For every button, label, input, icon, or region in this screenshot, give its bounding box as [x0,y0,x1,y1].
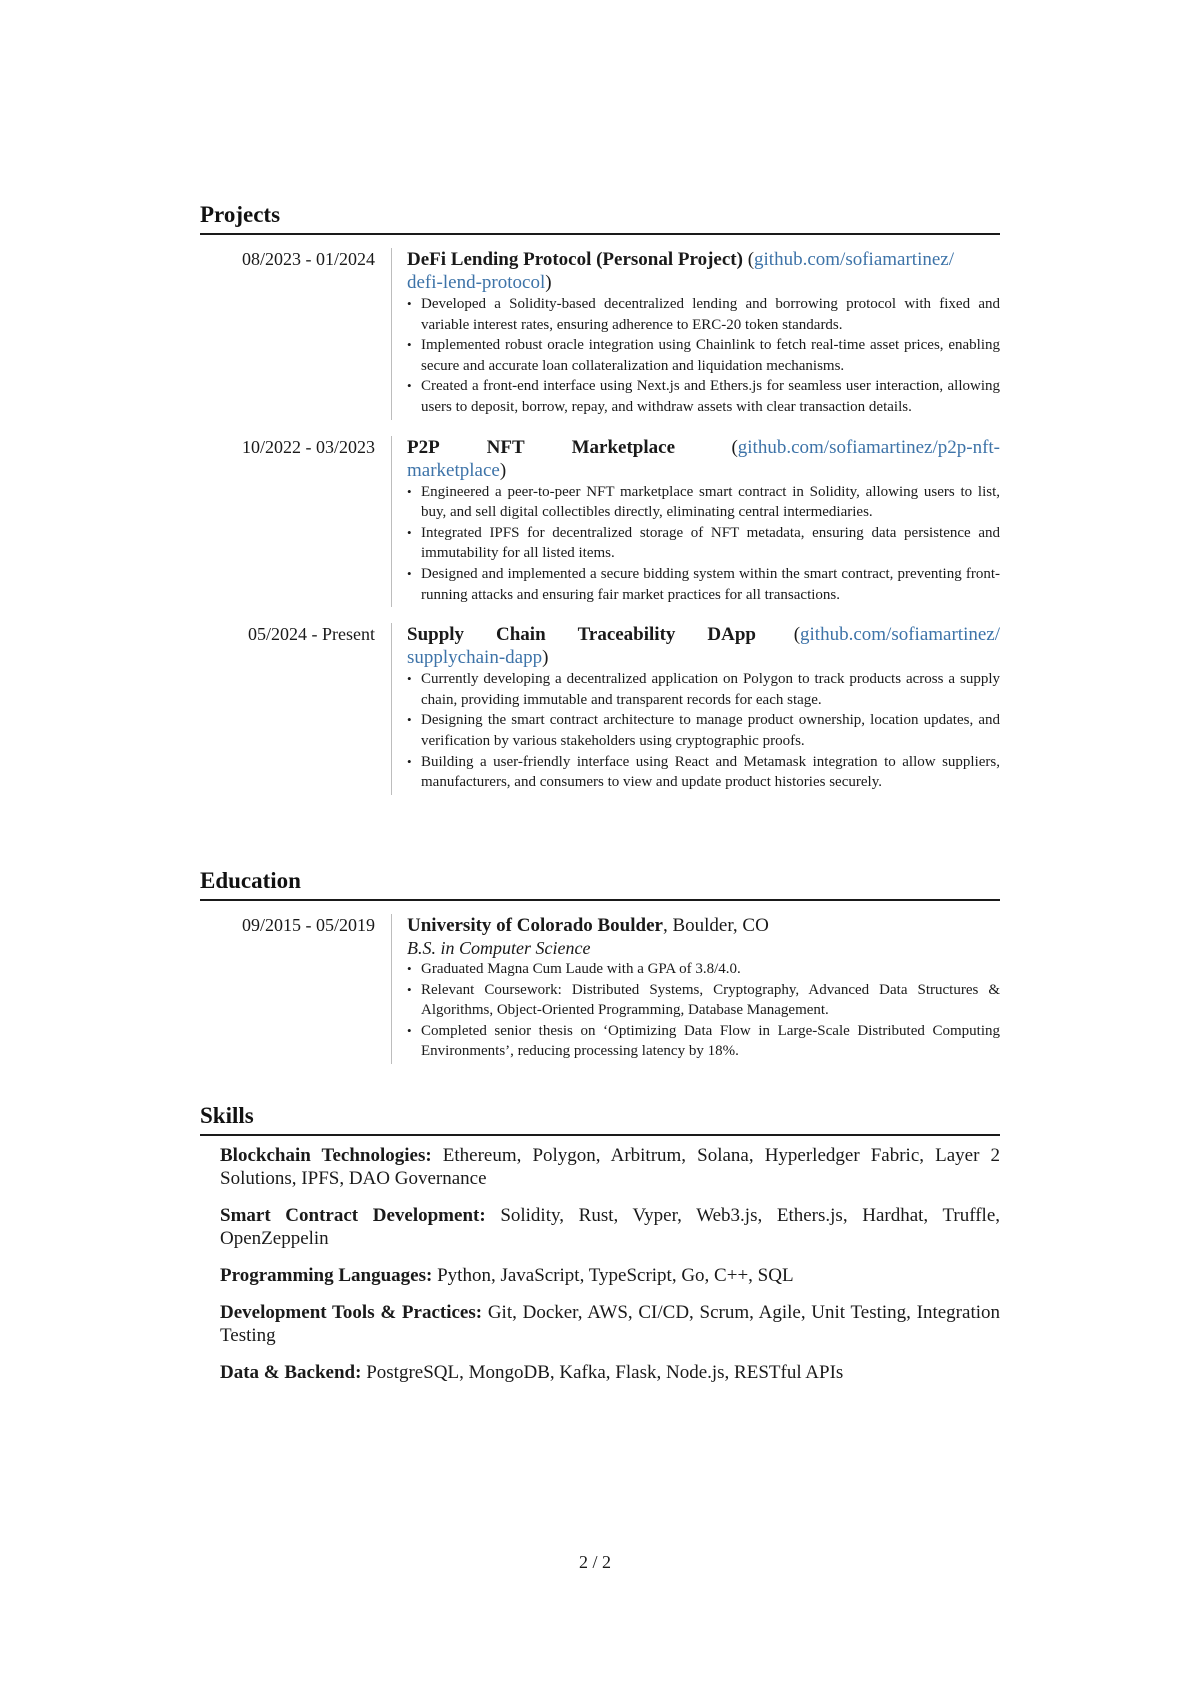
entry-heading: DeFi Lending Protocol (Personal Project) (github.com/sofiamartinez/ defi-lend-protocol) [407,249,955,293]
project-title: P2P NFT Marketplace [407,436,675,458]
projects-section [200,201,1000,795]
list-item: • Currently developing a decentralized application on Polygon to track products across a supply chain, providing immutable and transparent records for each stage. [407,669,1000,710]
list-item: • Building a user-friendly interface using React and Metamask integration to allow suppliers, manufacturers, and consumers to view and update product histories securely. [407,752,1000,793]
bullet-list [407,294,1000,418]
entry-date: 08/2023 - 01/2024 [242,249,375,269]
skill-value: PostgreSQL, MongoDB, Kafka, Flask, Node.js, RESTful APIs [361,1362,844,1383]
entry-heading: Supply Chain Traceability DApp (github.com/sofiamartinez/ supplychain-dapp) [407,624,1000,669]
education-heading: Education [200,867,1000,901]
skills-section [200,1102,1000,1398]
project-link[interactable]: github.com/sofiamartinez/ [800,624,1000,646]
list-item: • Created a front-end interface using Next.js and Ethers.js for seamless user interaction, allowing users to deposit, borrow, repay, and withdraw assets with clear transaction details. [407,376,1000,417]
list-item: • Engineered a peer-to-peer NFT marketplace smart contract in Solidity, allowing users to list, buy, and sell digital collectibles directly, eliminating central intermediaries. [407,482,1000,523]
project-entry [200,436,1000,608]
school-name: University of Colorado Boulder [407,915,663,936]
project-title: DeFi Lending Protocol (Personal Project) [407,249,743,270]
skill-label: Smart Contract Development: [220,1205,486,1226]
skill-label: Programming Languages: [220,1265,433,1286]
skill-value: Solidity, Rust, Vyper, Web3.js, Ethers.js, Hardhat, Truffle, OpenZeppelin [220,1205,1000,1249]
skill-value: Ethereum, Polygon, Arbitrum, Solana, Hyperledger Fabric, Layer 2 Solutions, IPFS, DAO Governance [220,1145,1000,1189]
skills-heading: Skills [200,1102,1000,1136]
entry-date: 09/2015 - 05/2019 [242,915,375,935]
list-item: • Implemented robust oracle integration using Chainlink to fetch real-time asset prices, enabling secure and accurate loan collateralization and liquidation mechanisms. [407,335,1000,376]
bullet-list [407,482,1000,606]
skill-item [220,1301,1000,1347]
list-item: • Designed and implemented a secure bidding system within the smart contract, preventing front-running attacks and ensuring fair market practices for all transactions. [407,564,1000,605]
entry-date: 10/2022 - 03/2023 [242,436,375,457]
bullet-list [407,959,1000,1062]
project-entry [200,248,1000,420]
page-number: 2 / 2 [578,1552,611,1572]
list-item: • Completed senior thesis on ‘Optimizing Data Flow in Large-Scale Distributed Computing Environments’, reducing processing latency by 18%. [407,1021,1000,1062]
skill-item [220,1204,1000,1250]
degree: B.S. in Computer Science [407,938,591,958]
entry-date: 05/2024 - Present [248,624,375,645]
project-link[interactable]: github.com/sofiamartinez/p2p-nft- [737,436,1000,458]
skill-item [220,1361,1000,1384]
skill-item [220,1264,1000,1287]
bullet-list [407,669,1000,793]
list-item: • Integrated IPFS for decentralized storage of NFT metadata, ensuring data persistence and immutability for all listed items. [407,523,1000,564]
project-link-cont[interactable]: marketplace [407,459,500,481]
school-location: , Boulder, CO [662,915,769,936]
entry-body [391,248,1000,420]
entry-body [391,436,1000,608]
skill-value: Python, JavaScript, TypeScript, Go, C++, SQL [432,1265,794,1286]
skill-label: Development Tools & Practices: [220,1302,483,1323]
skill-value: Git, Docker, AWS, CI/CD, Scrum, Agile, Unit Testing, Integration Testing [220,1302,1001,1346]
project-title: Supply Chain Traceability DApp [407,624,756,646]
list-item: • Relevant Coursework: Distributed Systems, Cryptography, Advanced Data Structures & Algorithms, Object-Oriented Programming, Database Management. [407,980,1000,1021]
education-entry [200,914,1000,1064]
list-item: • Developed a Solidity-based decentralized lending and borrowing protocol with fixed and variable interest rates, ensuring adherence to ERC-20 token standards. [407,294,1000,335]
entry-heading [407,914,1000,937]
project-link[interactable]: github.com/sofiamartinez/ defi-lend-protocol [407,249,955,293]
project-entry [200,623,1000,795]
skill-item [220,1144,1000,1190]
entry-heading: P2P NFT Marketplace (github.com/sofiamartinez/p2p-nft- marketplace) [407,436,1000,481]
skills-list [200,1136,1000,1384]
skill-label: Data & Backend: [220,1362,362,1383]
list-item: • Graduated Magna Cum Laude with a GPA of 3.8/4.0. [407,959,1000,980]
skill-label: Blockchain Technologies: [220,1145,432,1166]
list-item: • Designing the smart contract architecture to manage product ownership, location updates, and verification by various stakeholders using cryptographic proofs. [407,710,1000,751]
project-link-cont[interactable]: supplychain-dapp [407,647,543,669]
projects-heading: Projects [200,201,1000,235]
entry-body [391,623,1000,795]
education-section [200,867,1000,1064]
entry-body [391,914,1000,1064]
